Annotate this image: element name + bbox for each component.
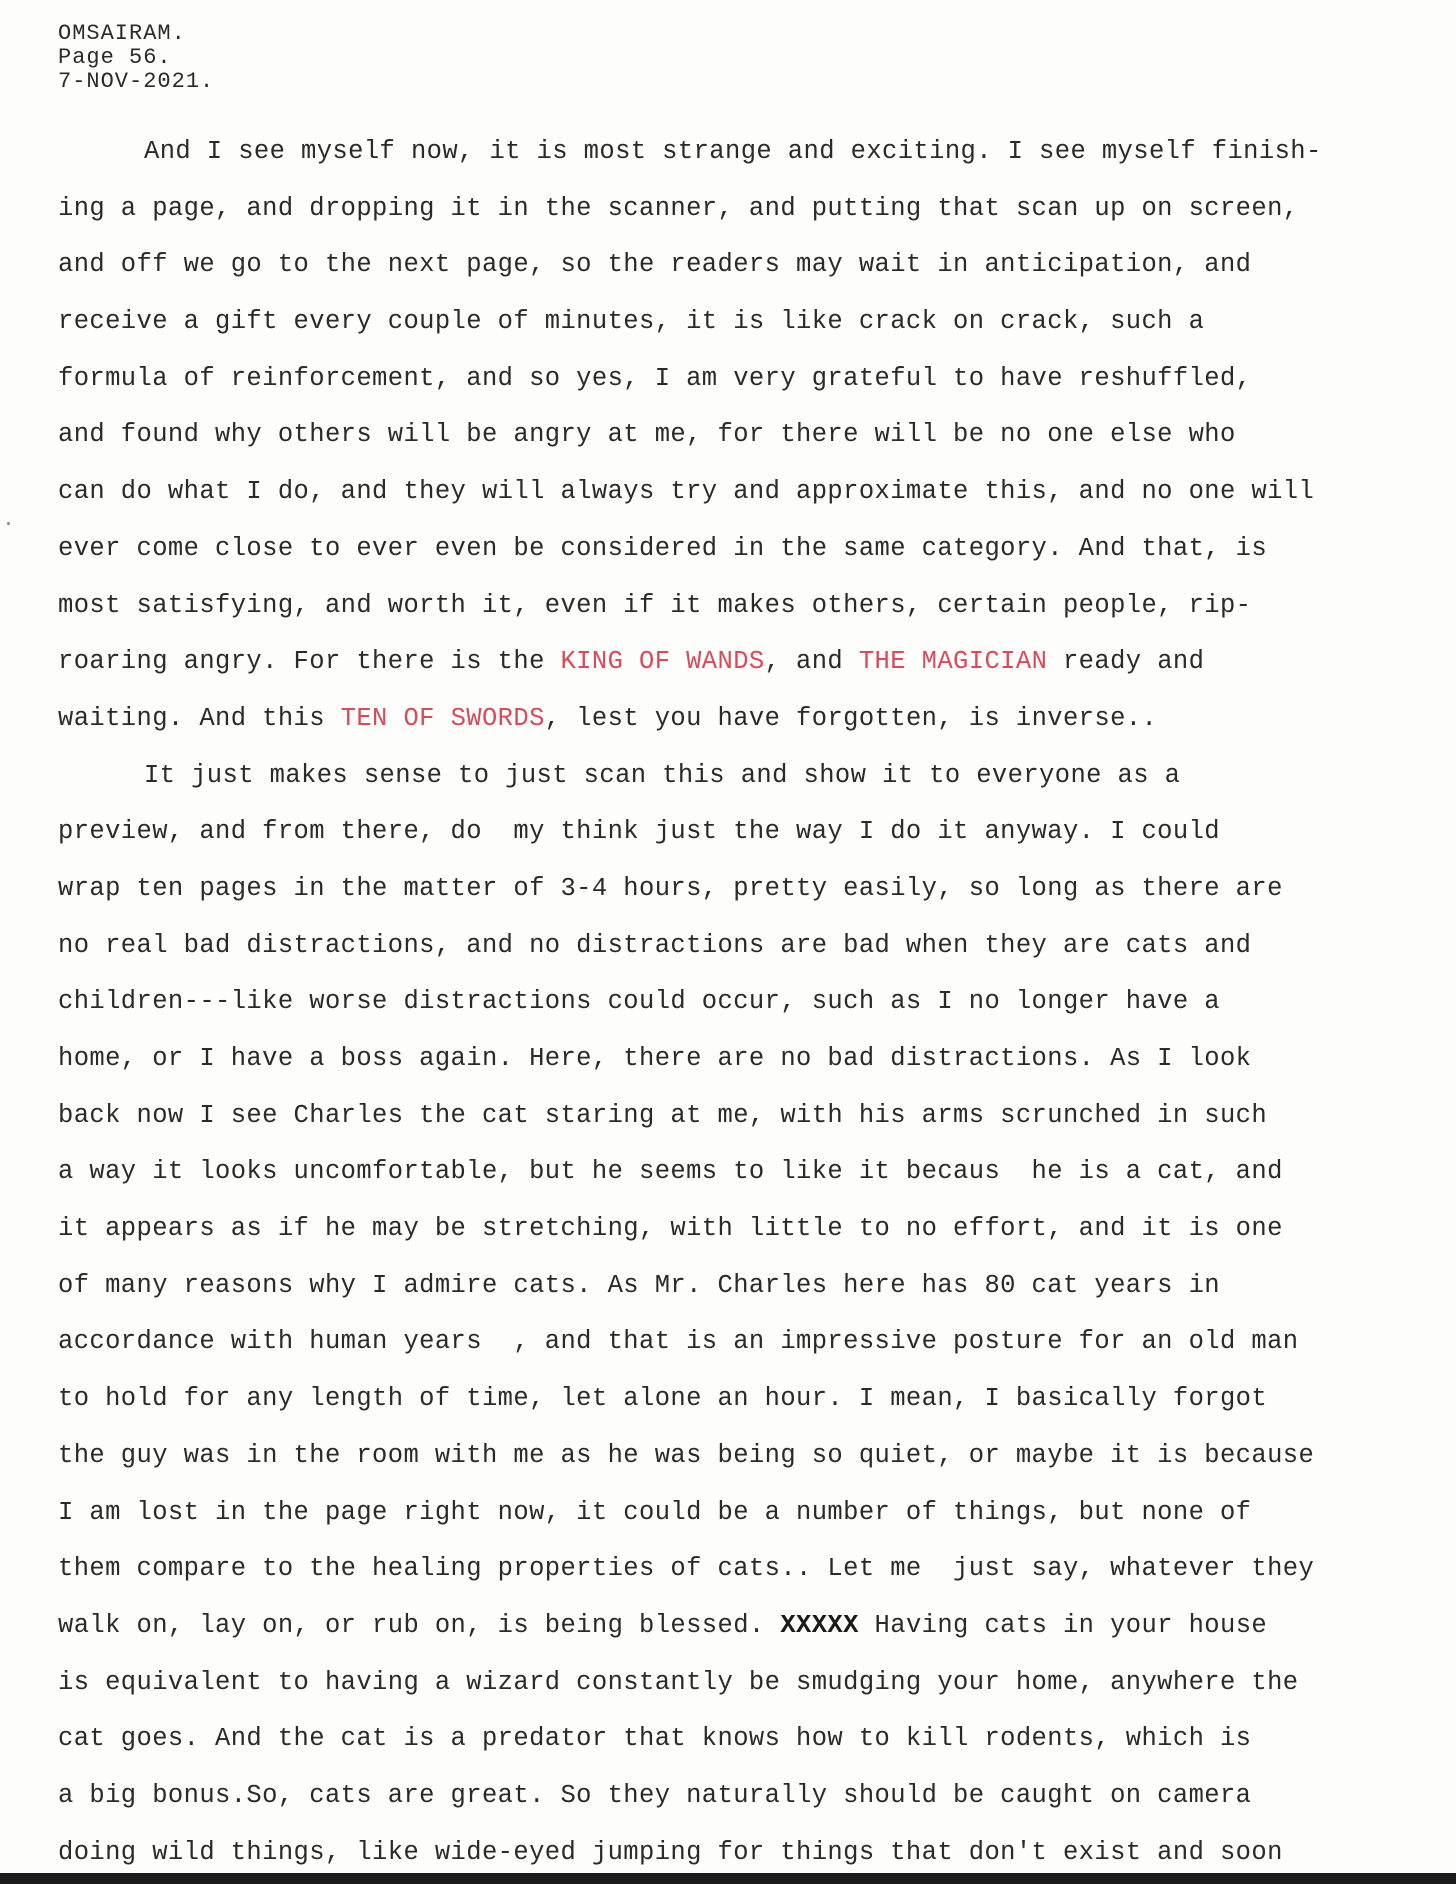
text-line: preview, and from there, do my think just the way I do it anyway. I could	[58, 817, 1220, 847]
text-segment: walk on, lay on, or rub on, is being blessed.	[58, 1610, 781, 1640]
text-line: can do what I do, and they will always try and approximate this, and no one will	[58, 477, 1315, 507]
text-line: formula of reinforcement, and so yes, I am very grateful to have reshuffled,	[58, 363, 1252, 393]
text-line: is equivalent to having a wizard constantly be smudging your home, anywhere the	[58, 1667, 1299, 1697]
king-of-wands-highlight: KING OF WANDS	[560, 647, 765, 677]
text-line: accordance with human years , and that is an impressive posture for an old man	[58, 1327, 1299, 1357]
text-line: I am lost in the page right now, it could be a number of things, but none of	[58, 1497, 1252, 1527]
text-line: and off we go to the next page, so the readers may wait in anticipation, and	[58, 250, 1252, 280]
text-segment: Having cats in your house	[858, 1610, 1268, 1640]
text-line: it appears as if he may be stretching, with little to no effort, and it is one	[58, 1214, 1283, 1244]
text-segment: roaring angry. For there is the	[58, 647, 561, 677]
text-line: And I see myself now, it is most strange and exciting. I see myself finish-	[144, 137, 1322, 166]
ten-of-swords-highlight: TEN OF SWORDS	[340, 703, 545, 733]
scan-edge-bar	[0, 1873, 1456, 1884]
text-line: to hold for any length of time, let alone an hour. I mean, I basically forgot	[58, 1384, 1268, 1414]
text-segment: waiting. And this	[58, 703, 341, 733]
header-page-number: Page 56.	[58, 45, 172, 70]
text-line: back now I see Charles the cat staring at me, with his arms scrunched in such	[58, 1100, 1268, 1130]
text-line: no real bad distractions, and no distractions are bad when they are cats and	[58, 930, 1252, 960]
page-body	[58, 124, 1430, 1881]
text-segment: , lest you have forgotten, is inverse..	[544, 703, 1158, 733]
text-line: them compare to the healing properties of cats.. Let me just say, whatever they	[58, 1554, 1315, 1584]
text-line	[58, 691, 1430, 748]
text-segment: , and	[764, 647, 859, 677]
text-line	[58, 634, 1430, 691]
text-line: most satisfying, and worth it, even if it makes others, certain people, rip-	[58, 590, 1252, 620]
text-line: wrap ten pages in the matter of 3-4 hours, pretty easily, so long as there are	[58, 873, 1283, 903]
text-line: of many reasons why I admire cats. As Mr. Charles here has 80 cat years in	[58, 1270, 1220, 1300]
page-header	[58, 22, 214, 94]
text-line: It just makes sense to just scan this and show it to everyone as a	[144, 760, 1181, 790]
header-title: OMSAIRAM.	[58, 21, 186, 46]
text-line: doing wild things, like wide-eyed jumping for things that don't exist and soon	[58, 1837, 1283, 1867]
header-date: 7-NOV-2021.	[58, 69, 215, 94]
text-line: home, or I have a boss again. Here, there are no bad distractions. As I look	[58, 1044, 1252, 1073]
text-line: receive a gift every couple of minutes, it is like crack on crack, such a	[58, 307, 1205, 337]
the-magician-highlight: THE MAGICIAN	[858, 647, 1048, 677]
margin-speck	[7, 522, 10, 525]
text-line: the guy was in the room with me as he was being so quiet, or maybe it is because	[58, 1440, 1315, 1470]
text-line: children---like worse distractions could occur, such as I no longer have a	[58, 987, 1220, 1017]
text-line: and found why others will be angry at me, for there will be no one else who	[58, 420, 1236, 450]
text-line: a big bonus.So, cats are great. So they naturally should be caught on camera	[58, 1780, 1252, 1810]
text-line	[58, 1598, 1430, 1655]
text-line: a way it looks uncomfortable, but he seems to like it becaus he is a cat, and	[58, 1157, 1283, 1187]
text-line: ever come close to ever even be considered in the same category. And that, is	[58, 533, 1268, 563]
text-segment: ready and	[1047, 647, 1205, 677]
text-line: cat goes. And the cat is a predator that knows how to kill rodents, which is	[58, 1724, 1252, 1754]
struck-out-text: XXXXX	[780, 1610, 859, 1640]
text-line: ing a page, and dropping it in the scanner, and putting that scan up on screen,	[58, 193, 1299, 223]
